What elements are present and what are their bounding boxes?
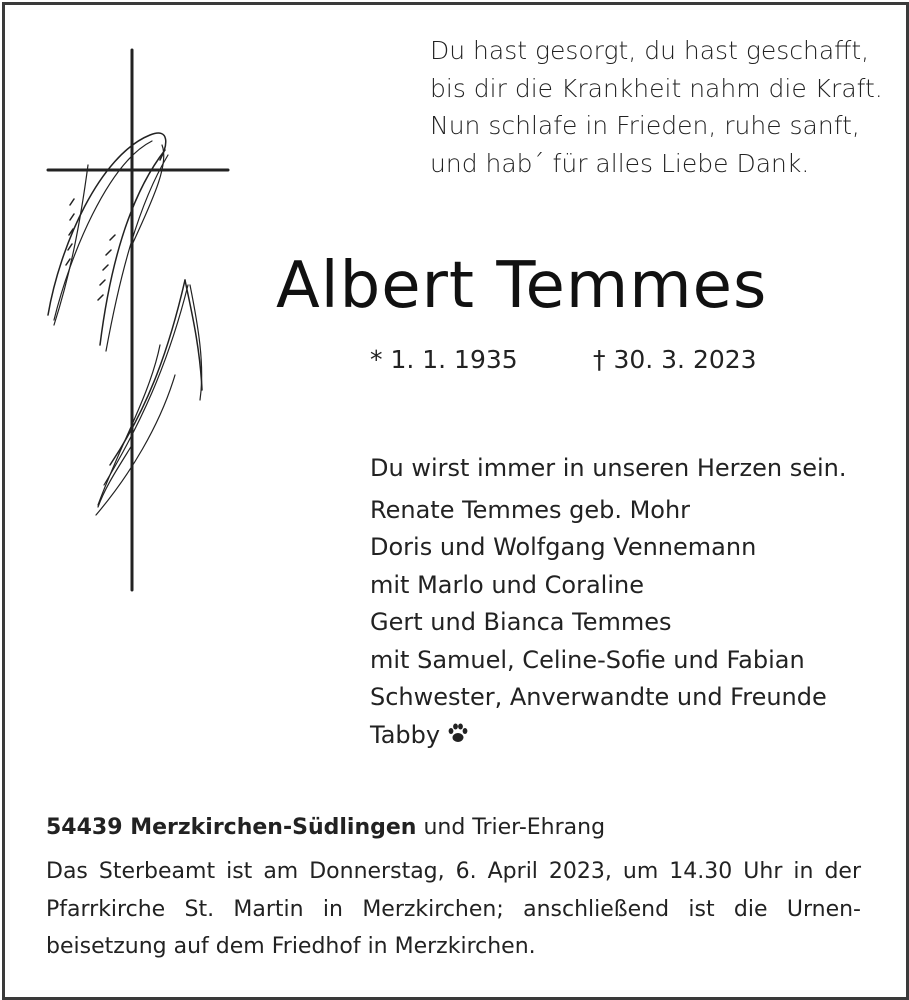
motto: Du wirst immer in unseren Herzen sein. [370,454,847,482]
place-main: 54439 Merzkirchen-Südlingen [46,815,417,840]
deceased-name: Albert Temmes [276,249,768,323]
service-line: beisetzung auf dem Friedhof in Merzkirchen. [46,934,536,959]
poem-line: Nun schlafe in Frieden, ruhe sanft, [430,111,860,140]
poem-line: Du hast gesorgt, du hast geschafft, [430,36,870,65]
service-line: Das Sterbeamt ist am Donnerstag, 6. April 2023, um 14.30 Uhr in der [46,859,861,884]
life-dates [370,340,890,380]
mourner-line-pet [370,717,890,755]
service-info [46,853,861,966]
cross-with-grain-icon [40,45,240,605]
mourner-line: Renate Temmes geb. Mohr [370,495,691,524]
poem [430,32,890,182]
mourner-line: Gert und Bianca Temmes [370,608,672,636]
mourners-block [370,450,890,754]
place-line [46,810,886,846]
mourner-line: Schwester, Anverwandte und Freunde [370,683,827,711]
mourner-line: mit Samuel, Celine-Sofie und Fabian [370,645,805,674]
death-date: † 30. 3. 2023 [593,345,757,374]
mourner-line: Doris und Wolfgang Vennemann [370,533,757,561]
mourner-line: mit Marlo und Coraline [370,570,644,599]
pet-name: Tabby [370,720,441,749]
paw-icon [446,721,470,745]
poem-line: und hab´ für alles Liebe Dank. [430,148,810,178]
place-rest: und Trier-Ehrang [423,815,606,840]
birth-date: * 1. 1. 1935 [370,345,518,374]
poem-line: bis dir die Krankheit nahm die Kraft. [430,73,883,103]
service-line: Pfarrkirche St. Martin in Merzkirchen; anschließend ist die Urnen- [46,896,861,922]
